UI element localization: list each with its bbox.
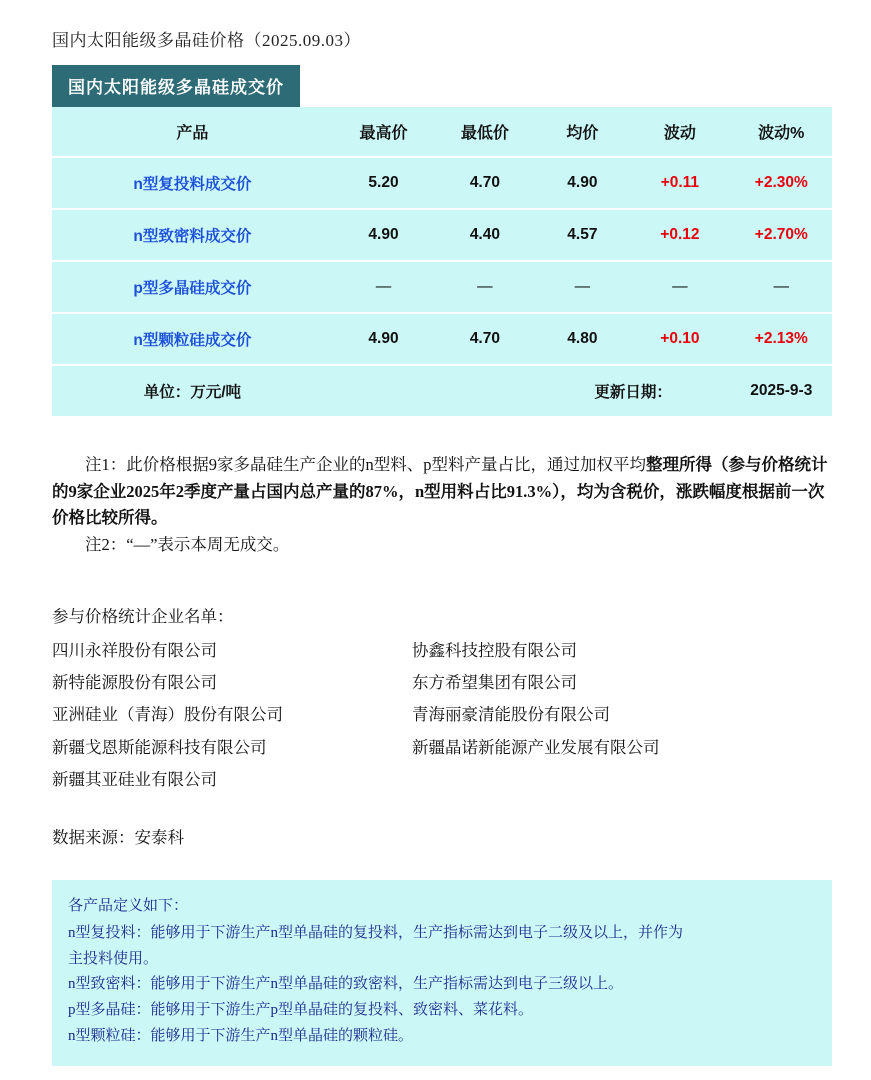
table-row — [52, 209, 832, 261]
column-header-avg: 均价 — [536, 107, 630, 157]
list-item: 新疆晶诺新能源产业发展有限公司 — [412, 737, 660, 757]
cell-product: n型复投料成交价 — [52, 157, 333, 209]
table-row — [52, 261, 832, 313]
column-header-change: 波动 — [629, 107, 730, 157]
definitions-block — [52, 880, 832, 1066]
cell-avg: 4.90 — [536, 157, 630, 209]
notes-block — [52, 452, 832, 559]
price-table-block — [52, 65, 832, 416]
cell-low: 4.40 — [434, 209, 535, 261]
cell-change-pct: — — [731, 261, 832, 313]
price-table — [52, 107, 832, 416]
column-header-product: 产品 — [52, 107, 333, 157]
update-date-value: 2025-9-3 — [731, 365, 832, 416]
list-item: 新特能源股份有限公司 — [52, 673, 217, 693]
cell-change-pct: +2.30% — [731, 157, 832, 209]
table-header-row — [52, 107, 832, 157]
list-item: 四川永祥股份有限公司 — [52, 641, 217, 661]
cell-change: — — [629, 261, 730, 313]
cell-high: 5.20 — [333, 157, 434, 209]
cell-product: p型多晶硅成交价 — [52, 261, 333, 313]
cell-change-pct: +2.13% — [731, 313, 832, 365]
note-1-line-3: 占比91.3%），均为含税价，涨跌幅度根据前一次价格比较所得。 — [52, 481, 825, 528]
footer-spacer — [434, 365, 535, 416]
cell-avg: 4.80 — [536, 313, 630, 365]
company-list-block — [52, 601, 832, 854]
cell-avg: — — [536, 261, 630, 313]
cell-product: n型颗粒硅成交价 — [52, 313, 333, 365]
cell-low: 4.70 — [434, 157, 535, 209]
cell-change: +0.11 — [629, 157, 730, 209]
data-source: 数据来源：安泰科 — [52, 827, 184, 847]
column-header-change-pct: 波动% — [731, 107, 832, 157]
table-footer-row — [52, 365, 832, 416]
cell-change-pct: +2.70% — [731, 209, 832, 261]
list-item: 协鑫科技控股有限公司 — [412, 641, 577, 661]
update-date-label: 更新日期： — [536, 365, 731, 416]
cell-change: +0.10 — [629, 313, 730, 365]
definition-line: n型致密料：能够用于下游生产n型单晶硅的致密料，生产指标需达到电子三级以上。 — [68, 976, 624, 993]
company-grid — [52, 635, 832, 796]
list-item: 亚洲硅业（青海）股份有限公司 — [52, 705, 283, 725]
page-title: 国内太阳能级多晶硅价格（2025.09.03） — [52, 31, 361, 50]
unit-label: 单位：万元/吨 — [52, 365, 333, 416]
cell-high: 4.90 — [333, 313, 434, 365]
note-2: 注2：“—”表示本周无成交。 — [85, 535, 290, 555]
definition-line: n型颗粒硅：能够用于下游生产n型单晶硅的颗粒硅。 — [68, 1028, 414, 1045]
definition-line: p型多晶硅：能够用于下游生产p型单晶硅的复投料、致密料、菜花料。 — [68, 1002, 534, 1019]
note-1-line-1: 注1：此价格根据9家多晶硅生产企业的n型料、p型料产量占比，通过加权平均 — [85, 455, 646, 474]
list-item: 东方希望集团有限公司 — [412, 673, 577, 693]
footer-spacer — [333, 365, 434, 416]
cell-avg: 4.57 — [536, 209, 630, 261]
list-item — [412, 764, 832, 796]
column-header-low: 最低价 — [434, 107, 535, 157]
note-1-line-2: 整理所得（参与价格统计的9家企业2025年2季度产量占国内总产量的87%，n型用料 — [52, 455, 828, 501]
table-caption: 国内太阳能级多晶硅成交价 — [52, 65, 300, 107]
list-item: 新疆其亚硅业有限公司 — [52, 769, 217, 789]
list-item: 青海丽豪清能股份有限公司 — [412, 705, 610, 725]
definitions-heading: 各产品定义如下： — [68, 898, 189, 915]
column-header-high: 最高价 — [333, 107, 434, 157]
list-item: 新疆戈恩斯能源科技有限公司 — [52, 737, 267, 757]
company-list-heading: 参与价格统计企业名单： — [52, 606, 234, 626]
cell-high: — — [333, 261, 434, 313]
cell-low: 4.70 — [434, 313, 535, 365]
cell-change: +0.12 — [629, 209, 730, 261]
table-row — [52, 157, 832, 209]
table-row — [52, 313, 832, 365]
cell-product: n型致密料成交价 — [52, 209, 333, 261]
definition-line: 主投料使用。 — [68, 950, 159, 967]
cell-low: — — [434, 261, 535, 313]
cell-high: 4.90 — [333, 209, 434, 261]
definition-line: n型复投料：能够用于下游生产n型单晶硅的复投料，生产指标需达到电子二级及以上，并作为 — [68, 924, 684, 941]
note-1 — [52, 452, 832, 532]
